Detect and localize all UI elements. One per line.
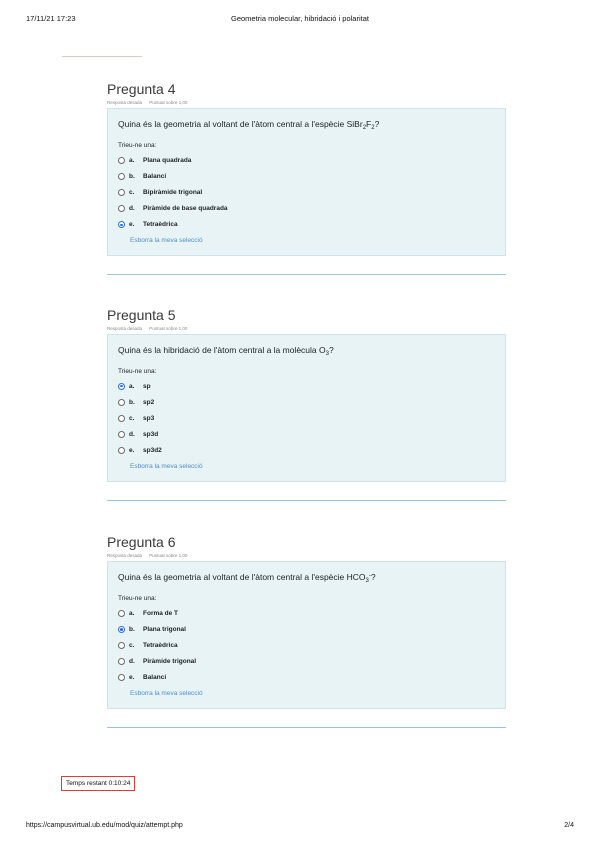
option-e[interactable]: e. sp3d2	[118, 443, 495, 459]
radio-button[interactable]	[118, 447, 125, 454]
timer-value: 0:10:24	[108, 780, 131, 787]
option-d[interactable]: d. sp3d	[118, 427, 495, 443]
radio-button[interactable]	[118, 399, 125, 406]
option-a[interactable]: a. sp	[118, 378, 495, 394]
question-divider	[107, 727, 506, 728]
question-info	[107, 553, 506, 559]
answer-prompt: Trieu-ne una:	[118, 595, 157, 602]
option-d[interactable]: d. Piràmide trigonal	[118, 654, 495, 670]
question-4	[107, 80, 506, 256]
option-d[interactable]: d. Piràmide de base quadrada	[118, 201, 495, 217]
question-divider	[107, 274, 506, 275]
radio-button[interactable]	[118, 674, 125, 681]
radio-button-selected[interactable]	[118, 626, 125, 633]
option-b[interactable]: b. sp2	[118, 394, 495, 410]
option-c[interactable]: c. sp3	[118, 410, 495, 426]
print-header	[26, 14, 574, 26]
option-b[interactable]: b. Plana trigonal	[118, 621, 495, 637]
question-text: Quina és la hibridació de l'àtom central a la molècula $O_3$?	[118, 345, 334, 357]
question-title: Pregunta 6	[107, 534, 176, 550]
question-score: Puntuat sobre 1,00	[149, 553, 188, 558]
radio-button[interactable]	[118, 189, 125, 196]
radio-button[interactable]	[118, 431, 125, 438]
radio-button[interactable]	[118, 658, 125, 665]
option-b[interactable]: b. Balancí	[118, 168, 495, 184]
answer-options	[118, 605, 495, 686]
question-status: Resposta desada	[107, 100, 143, 105]
question-text: Quina és la geometria al voltant de l'àtom central a l'espècie $HCO_3^-$?	[118, 572, 376, 584]
page-url: https://campusvirtual.ub.edu/mod/quiz/attempt.php	[26, 822, 183, 829]
question-divider	[107, 500, 506, 501]
radio-button[interactable]	[118, 415, 125, 422]
radio-button[interactable]	[118, 642, 125, 649]
radio-button[interactable]	[118, 157, 125, 164]
answer-prompt: Trieu-ne una:	[118, 368, 157, 375]
option-c[interactable]: c. Bipiràmide trigonal	[118, 184, 495, 200]
clear-selection-link[interactable]: Esborra la meva selecció	[130, 462, 203, 470]
answer-options	[118, 378, 495, 459]
clear-selection-link[interactable]: Esborra la meva selecció	[130, 236, 203, 244]
page-number: 2/4	[564, 822, 574, 829]
clear-selection-link[interactable]: Esborra la meva selecció	[130, 689, 203, 697]
question-score: Puntuat sobre 1,00	[149, 100, 188, 105]
question-title: Pregunta 5	[107, 307, 176, 323]
question-info	[107, 326, 506, 332]
radio-button[interactable]	[118, 205, 125, 212]
print-footer	[26, 822, 574, 834]
option-e[interactable]: e. Tetraèdrica	[118, 217, 495, 233]
top-divider	[62, 56, 142, 57]
question-content	[107, 108, 506, 256]
option-e[interactable]: e. Balancí	[118, 670, 495, 686]
question-content	[107, 334, 506, 482]
question-title: Pregunta 4	[107, 81, 176, 97]
radio-button-selected[interactable]	[118, 221, 125, 228]
question-text: Quina és la geometria al voltant de l'àtom central a l'espècie $SiBr_2F_2$?	[118, 119, 380, 131]
radio-button[interactable]	[118, 173, 125, 180]
answer-prompt: Trieu-ne una:	[118, 142, 157, 149]
question-info	[107, 100, 506, 106]
option-a[interactable]: a. Forma de T	[118, 605, 495, 621]
question-6	[107, 533, 506, 709]
print-datetime: 17/11/21 17:23	[26, 14, 76, 23]
question-score: Puntuat sobre 1,00	[149, 326, 188, 331]
question-content	[107, 561, 506, 709]
radio-button-selected[interactable]	[118, 383, 125, 390]
question-5	[107, 306, 506, 482]
option-c[interactable]: c. Tetraèdrica	[118, 637, 495, 653]
question-status: Resposta desada	[107, 553, 143, 558]
print-title: Geometria molecular, hibridació i polaritat	[231, 14, 369, 23]
timer-label: Temps restant	[66, 780, 107, 787]
radio-button[interactable]	[118, 610, 125, 617]
question-status: Resposta desada	[107, 326, 143, 331]
quiz-timer	[61, 776, 135, 791]
option-a[interactable]: a. Plana quadrada	[118, 152, 495, 168]
answer-options	[118, 152, 495, 233]
